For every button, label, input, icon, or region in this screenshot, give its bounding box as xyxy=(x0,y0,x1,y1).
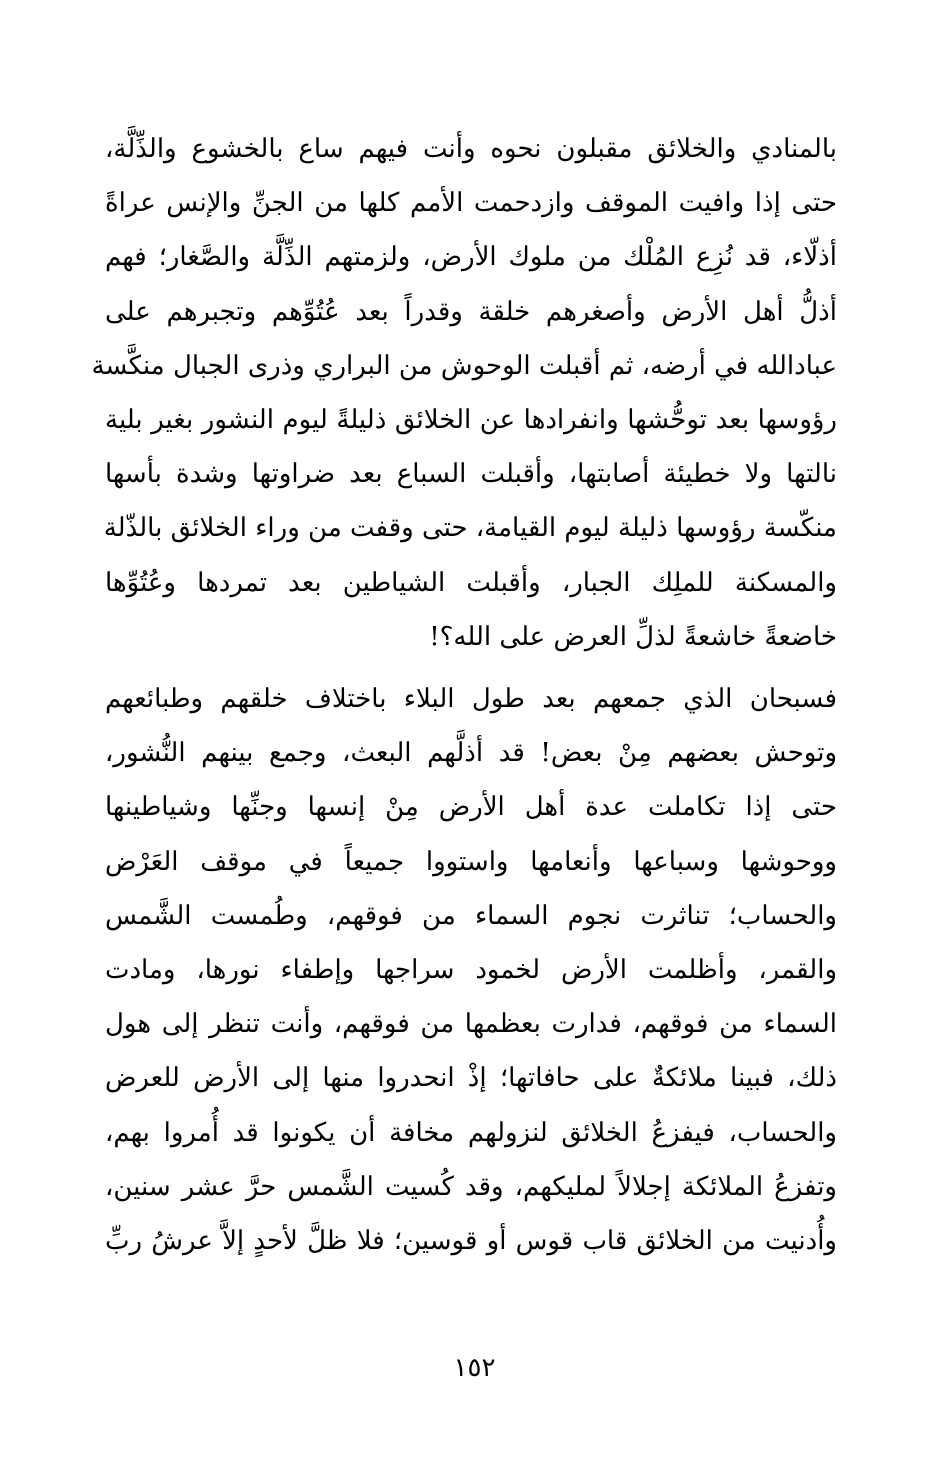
text-line: أذلُّ أهل الأرض وأصغرهم خلقة وقدراً بعد عُتُوِّهم وتجبرهم على xyxy=(105,296,837,327)
text-line: والحساب؛ تناثرت نجوم السماء من فوقهم، وطُمست الشَّمس xyxy=(105,900,837,931)
text-line: والقمر، وأظلمت الأرض لخمود سراجها وإطفاء نورها، ومادت xyxy=(105,954,837,985)
text-line: السماء من فوقهم، فدارت بعظمها من فوقهم، وأنت تنظر إلى هول xyxy=(105,1009,837,1040)
text-line: نالتها ولا خطيئة أصابتها، وأقبلت السباع بعد ضراوتها وشدة بأسها xyxy=(105,459,837,490)
text-line: والمسكنة للملِك الجبار، وأقبلت الشياطين بعد تمردها وعُتُوِّها xyxy=(105,567,837,598)
text-line: فسبحان الذي جمعهم بعد طول البلاء باختلاف خلقهم وطبائعهم xyxy=(105,684,837,714)
text-line: رؤوسها بعد توحُّشها وانفرادها عن الخلائق ذليلةً ليوم النشور بغير بلية xyxy=(105,404,837,435)
paragraph-2 xyxy=(105,672,837,1268)
page-number: ١٥٢ xyxy=(453,1353,496,1383)
text-line: ذلك، فبينا ملائكةٌ على حافاتها؛ إذْ انحدروا منها إلى الأرض للعرض xyxy=(105,1063,837,1094)
text-line: حتى إذا تكاملت عدة أهل الأرض مِنْ إنسها وجنِّها وشياطينها xyxy=(105,792,837,823)
text-line: وأُدنيت من الخلائق قاب قوس أو قوسين؛ فلا ظلَّ لأحدٍ إلاَّ عرشُ ربِّ xyxy=(105,1225,837,1256)
text-line: وتفزعُ الملائكة إجلالاً لمليكهم، وقد كُسيت الشَّمس حرَّ عشر سنين، xyxy=(105,1171,837,1202)
text-line: والحساب، فيفزعُ الخلائق لنزولهم مخافة أن يكونوا قد أُمروا بهم، xyxy=(105,1117,837,1148)
text-line: ووحوشها وسباعها وأنعامها واستووا جميعاً في موقف العَرْض xyxy=(105,846,837,877)
text-line: بالمنادي والخلائق مقبلون نحوه وأنت فيهم ساع بالخشوع والذِّلَّة، xyxy=(105,134,837,164)
text-line: أذلّاء، قد نُزِع المُلْك من ملوك الأرض، ولزمتهم الذِّلَّة والصَّغار؛ فهم xyxy=(105,242,837,273)
text-line: حتى إذا وافيت الموقف وازدحمت الأمم كلها من الجنِّ والإنس عراةً xyxy=(105,188,837,219)
text-line: عبادالله في أرضه، ثم أقبلت الوحوش من البراري وذرى الجبال منكَّسة xyxy=(91,350,837,381)
text-line: وتوحش بعضهم مِنْ بعض! قد أذلَّهم البعث، وجمع بينهم النُّشور، xyxy=(105,738,837,769)
paragraph-1 xyxy=(91,122,837,664)
text-line: منكّسة رؤوسها ذليلة ليوم القيامة، حتى وقفت من وراء الخلائق بالذّلة xyxy=(103,513,837,544)
text-line: خاضعةً خاشعةً لذلِّ العرض على الله؟! xyxy=(429,621,837,652)
